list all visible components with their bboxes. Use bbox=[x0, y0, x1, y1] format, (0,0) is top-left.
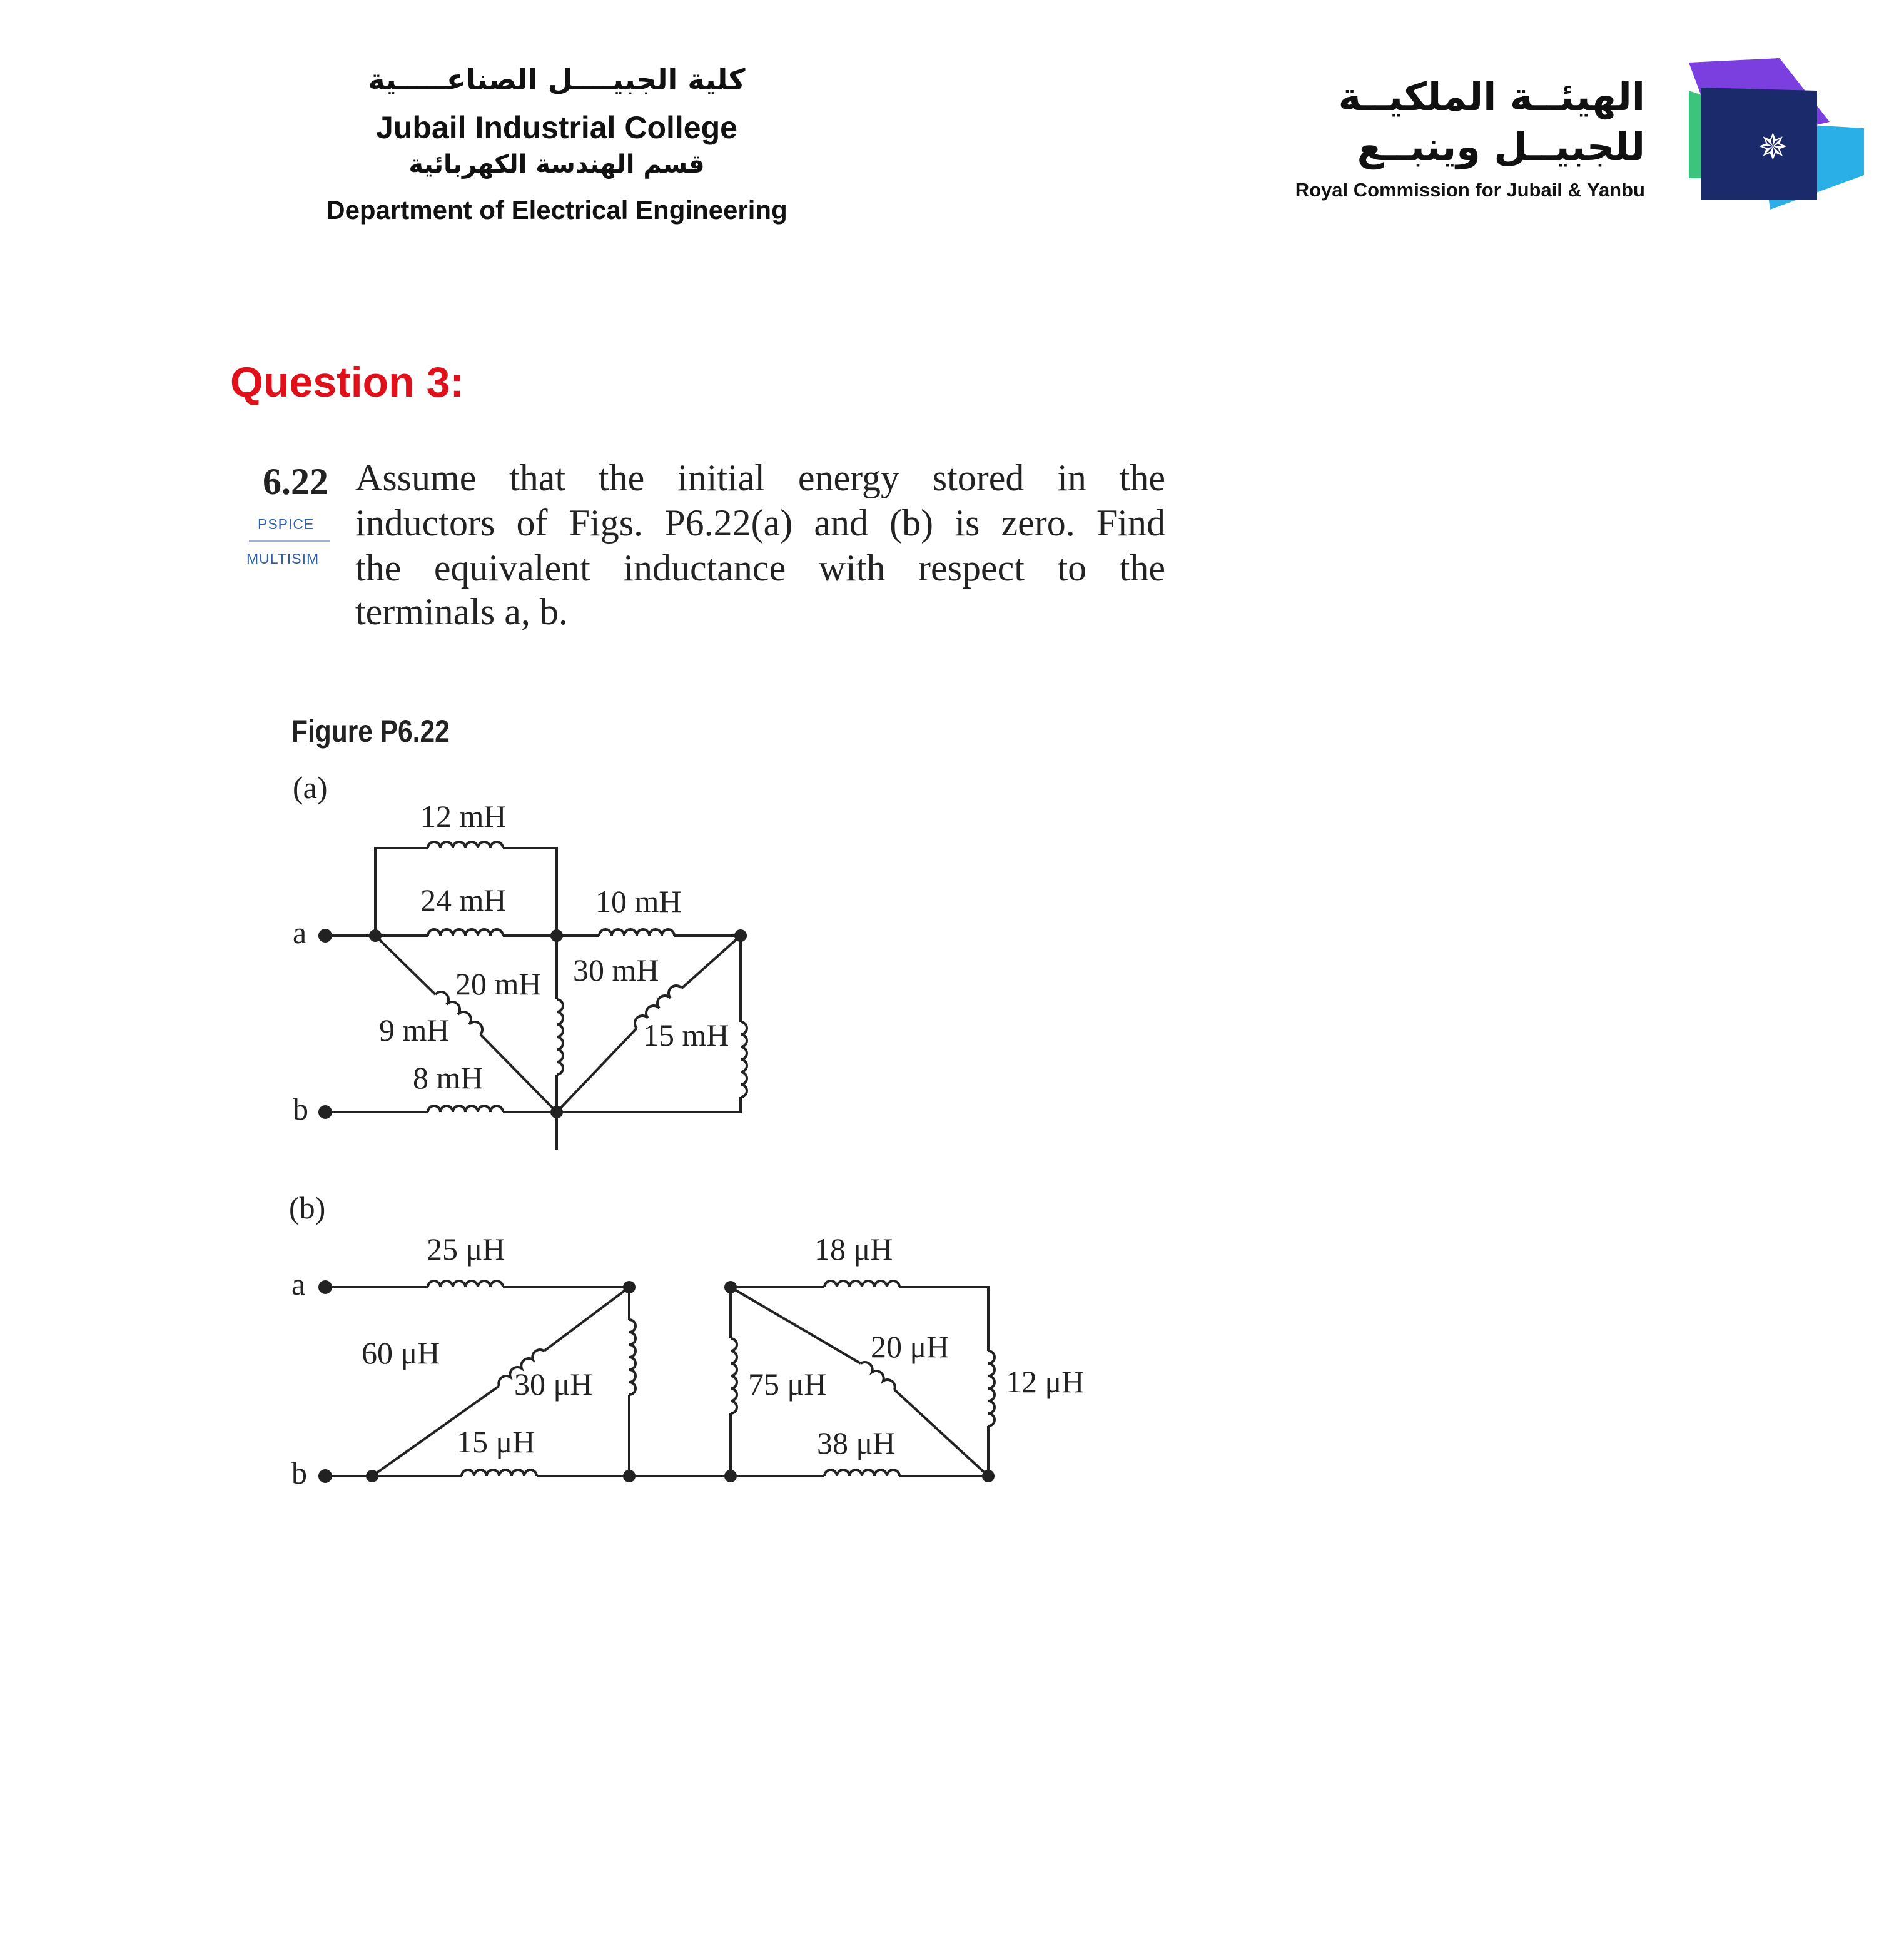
junction-node bbox=[982, 1470, 995, 1482]
inductor-20mH bbox=[557, 999, 563, 1075]
label-12mH: 12 mH bbox=[420, 799, 507, 834]
figure-a-label: (a) bbox=[293, 770, 328, 805]
inductor-24mH bbox=[428, 929, 503, 936]
label-24mH: 24 mH bbox=[420, 882, 507, 918]
junction-node bbox=[550, 929, 563, 942]
label-12uH: 12 μH bbox=[1006, 1364, 1085, 1399]
problem-text-line-2: inductors of Figs. P6.22(a) and (b) is zero. Find bbox=[355, 502, 1165, 544]
junction-node bbox=[724, 1470, 737, 1482]
college-name-arabic: كلية الجبيــــل الصناعـــــية bbox=[368, 63, 746, 96]
inductor-15mH-right bbox=[741, 1022, 747, 1097]
label-15mH: 15 mH bbox=[643, 1018, 729, 1053]
label-20uH: 20 μH bbox=[871, 1329, 949, 1364]
inductor-25uH bbox=[428, 1281, 503, 1287]
problem-text-line-1: Assume that the initial energy stored in the bbox=[355, 457, 1165, 498]
label-25uH: 25 μH bbox=[427, 1231, 505, 1267]
terminal-a-label: a bbox=[293, 915, 307, 950]
department-name-english: Department of Electrical Engineering bbox=[326, 195, 787, 225]
junction-node bbox=[623, 1281, 636, 1293]
inductor-8mH bbox=[428, 1106, 503, 1112]
junction-node bbox=[369, 929, 382, 942]
inductor-12mH bbox=[428, 842, 503, 848]
question-title: Question 3: bbox=[230, 358, 465, 406]
terminal-a-node-a bbox=[318, 929, 332, 943]
label-8mH: 8 mH bbox=[413, 1060, 484, 1095]
junction-node bbox=[366, 1470, 378, 1482]
label-20mH: 20 mH bbox=[455, 966, 542, 1001]
palm-swords-icon: ✵ bbox=[1758, 127, 1788, 168]
multisim-tag: MULTISIM bbox=[246, 550, 320, 567]
label-10mH: 10 mH bbox=[595, 884, 682, 919]
junction-node bbox=[724, 1281, 737, 1293]
label-15uH: 15 μH bbox=[457, 1424, 535, 1459]
inductor-20uH bbox=[861, 1362, 895, 1390]
terminal-a-label: a bbox=[291, 1267, 306, 1302]
royal-commission-english: Royal Commission for Jubail & Yanbu bbox=[1295, 179, 1645, 201]
terminal-b-label: b bbox=[293, 1091, 308, 1126]
terminal-b-node-a bbox=[318, 1105, 332, 1119]
problem-number: 6.22 bbox=[263, 461, 328, 502]
junction-node bbox=[623, 1470, 636, 1482]
terminal-b-node-b bbox=[318, 1469, 332, 1483]
inductor-38uH bbox=[824, 1470, 899, 1476]
label-60uH: 60 μH bbox=[362, 1335, 440, 1370]
label-38uH: 38 μH bbox=[817, 1425, 896, 1460]
figure-b-label: (b) bbox=[289, 1190, 326, 1225]
inductor-15uH bbox=[462, 1470, 537, 1476]
inductor-60uH bbox=[629, 1320, 636, 1395]
royal-commission-arabic-line1: الهيئــة الملكيــة bbox=[1338, 74, 1645, 119]
college-name-english: Jubail Industrial College bbox=[376, 110, 737, 145]
label-30mH: 30 mH bbox=[573, 953, 659, 988]
junction-node bbox=[734, 929, 747, 942]
label-75uH: 75 μH bbox=[748, 1367, 827, 1402]
inductor-75uH bbox=[731, 1338, 737, 1413]
figure-title: Figure P6.22 bbox=[291, 714, 450, 749]
inductor-10mH bbox=[599, 929, 674, 936]
problem-text-line-4: terminals a, b. bbox=[355, 591, 568, 632]
department-name-arabic: قسم الهندسة الكهربائية bbox=[408, 150, 705, 179]
label-30uH: 30 μH bbox=[514, 1367, 593, 1402]
royal-commission-arabic-line2: للجبيــل وينبــع bbox=[1357, 124, 1645, 169]
label-9mH: 9 mH bbox=[379, 1013, 450, 1048]
inductor-12uH bbox=[988, 1351, 995, 1426]
junction-node bbox=[550, 1106, 563, 1118]
problem-text-line-3: the equivalent inductance with respect to the bbox=[355, 547, 1165, 589]
pspice-tag: PSPICE bbox=[258, 516, 315, 532]
label-18uH: 18 μH bbox=[814, 1231, 893, 1267]
inductor-18uH bbox=[824, 1281, 899, 1287]
terminal-b-label: b bbox=[291, 1455, 307, 1490]
terminal-a-node-b bbox=[318, 1280, 332, 1294]
